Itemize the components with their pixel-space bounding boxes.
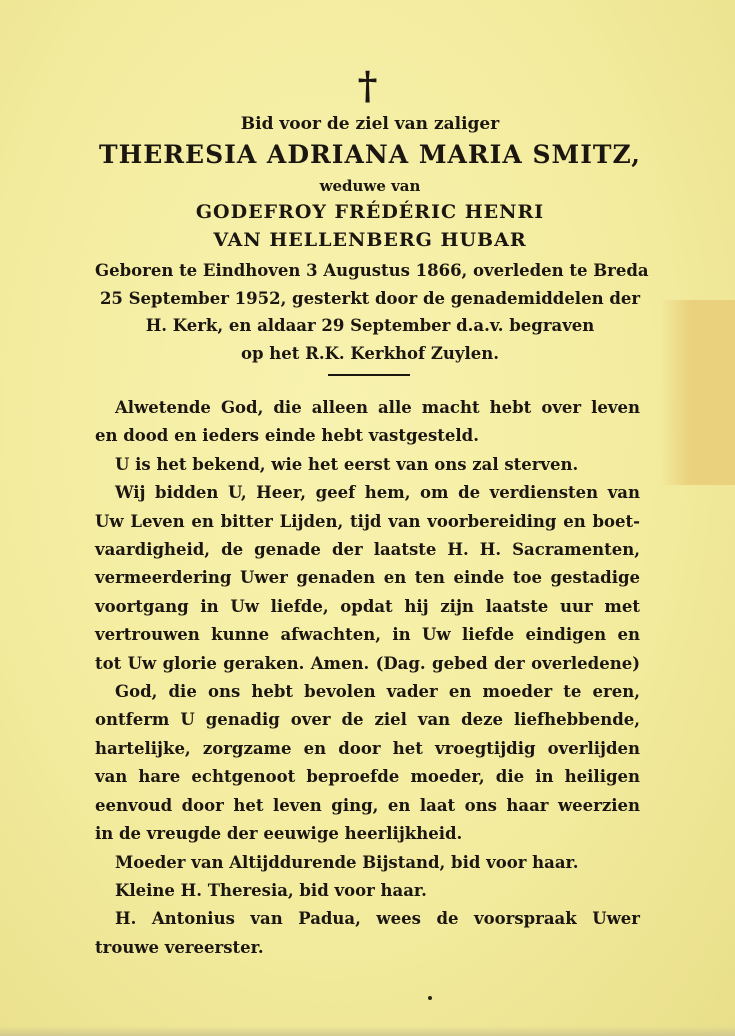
prayer-line: voortgang in Uw liefde, opdat hij zijn laatste uur met [95,596,640,616]
prayer-line: in de vreugde der eeuwige heerlijkheid. [95,824,463,844]
ink-dot [428,996,432,1000]
prayer-line: Uw Leven en bitter Lijden, tijd van voorbereiding en boet- [95,511,640,531]
prayer-line: H. Antonius van Padua, wees de voorspraak Uwer [115,909,640,929]
widow-of-label: weduwe van [319,177,421,195]
prayer-line: eenvoud door het leven ging, en laat ons haar weerzien [95,795,640,815]
prayer-line: vaardigheid, de genade der laatste H. H. Sacramenten, [95,540,640,560]
paper-edge [0,1026,735,1036]
prayer-line: God, die ons hebt bevolen vader en moeder te eren, [115,682,640,702]
prayer-line: tot Uw glorie geraken. Amen. (Dag. gebed der overledene) [95,653,640,673]
prayer-line: Kleine H. Theresia, bid voor haar. [115,880,427,900]
cross-icon: † [357,63,378,108]
prayer-line: vertrouwen kunne afwachten, in Uw liefde eindigen en [95,625,640,645]
prayer-line: ontferm U genadig over de ziel van deze liefhebbende, [95,710,640,730]
birth-line: op het R.K. Kerkhof Zuylen. [240,343,499,363]
prayer-line: van hare echtgenoot beproefde moeder, die in heiligen [95,767,640,787]
birth-death-details [95,257,649,367]
prayer-line: Moeder van Altijddurende Bijstand, bid voor haar. [115,852,579,872]
prayer-line: hartelijke, zorgzame en door het vroegtijdig overlijden [95,738,640,758]
birth-line: Geboren te Eindhoven 3 Augustus 1866, overleden te Breda [95,261,649,280]
deceased-name: THERESIA ADRIANA MARIA SMITZ, [98,140,642,169]
card-heading: Bid voor de ziel van zaliger [240,114,500,134]
husband-name-line-2: VAN HELLENBERG HUBAR [213,229,527,251]
prayer-line: trouwe vereerster. [95,937,264,957]
husband-name-line-1: GODEFROY FRÉDÉRIC HENRI [195,201,545,223]
birth-line: H. Kerk, en aldaar 29 September d.a.v. begraven [145,316,595,335]
paper-stain [660,300,735,485]
birth-line: 25 September 1952, gesterkt door de genademiddelen der [99,288,641,308]
prayer-line: Alwetende God, die alleen alle macht hebt over leven [115,398,640,417]
prayer-line: Wij bidden U, Heer, geef hem, om de verdiensten van [115,483,640,503]
prayer-line: vermeerdering Uwer genaden en ten einde toe gestadige [95,568,640,588]
prayer-text [95,394,640,962]
prayer-line: en dood en ieders einde hebt vastgesteld. [95,426,479,446]
prayer-line: U is het bekend, wie het eerst van ons zal sterven. [115,454,579,474]
divider [328,374,410,376]
